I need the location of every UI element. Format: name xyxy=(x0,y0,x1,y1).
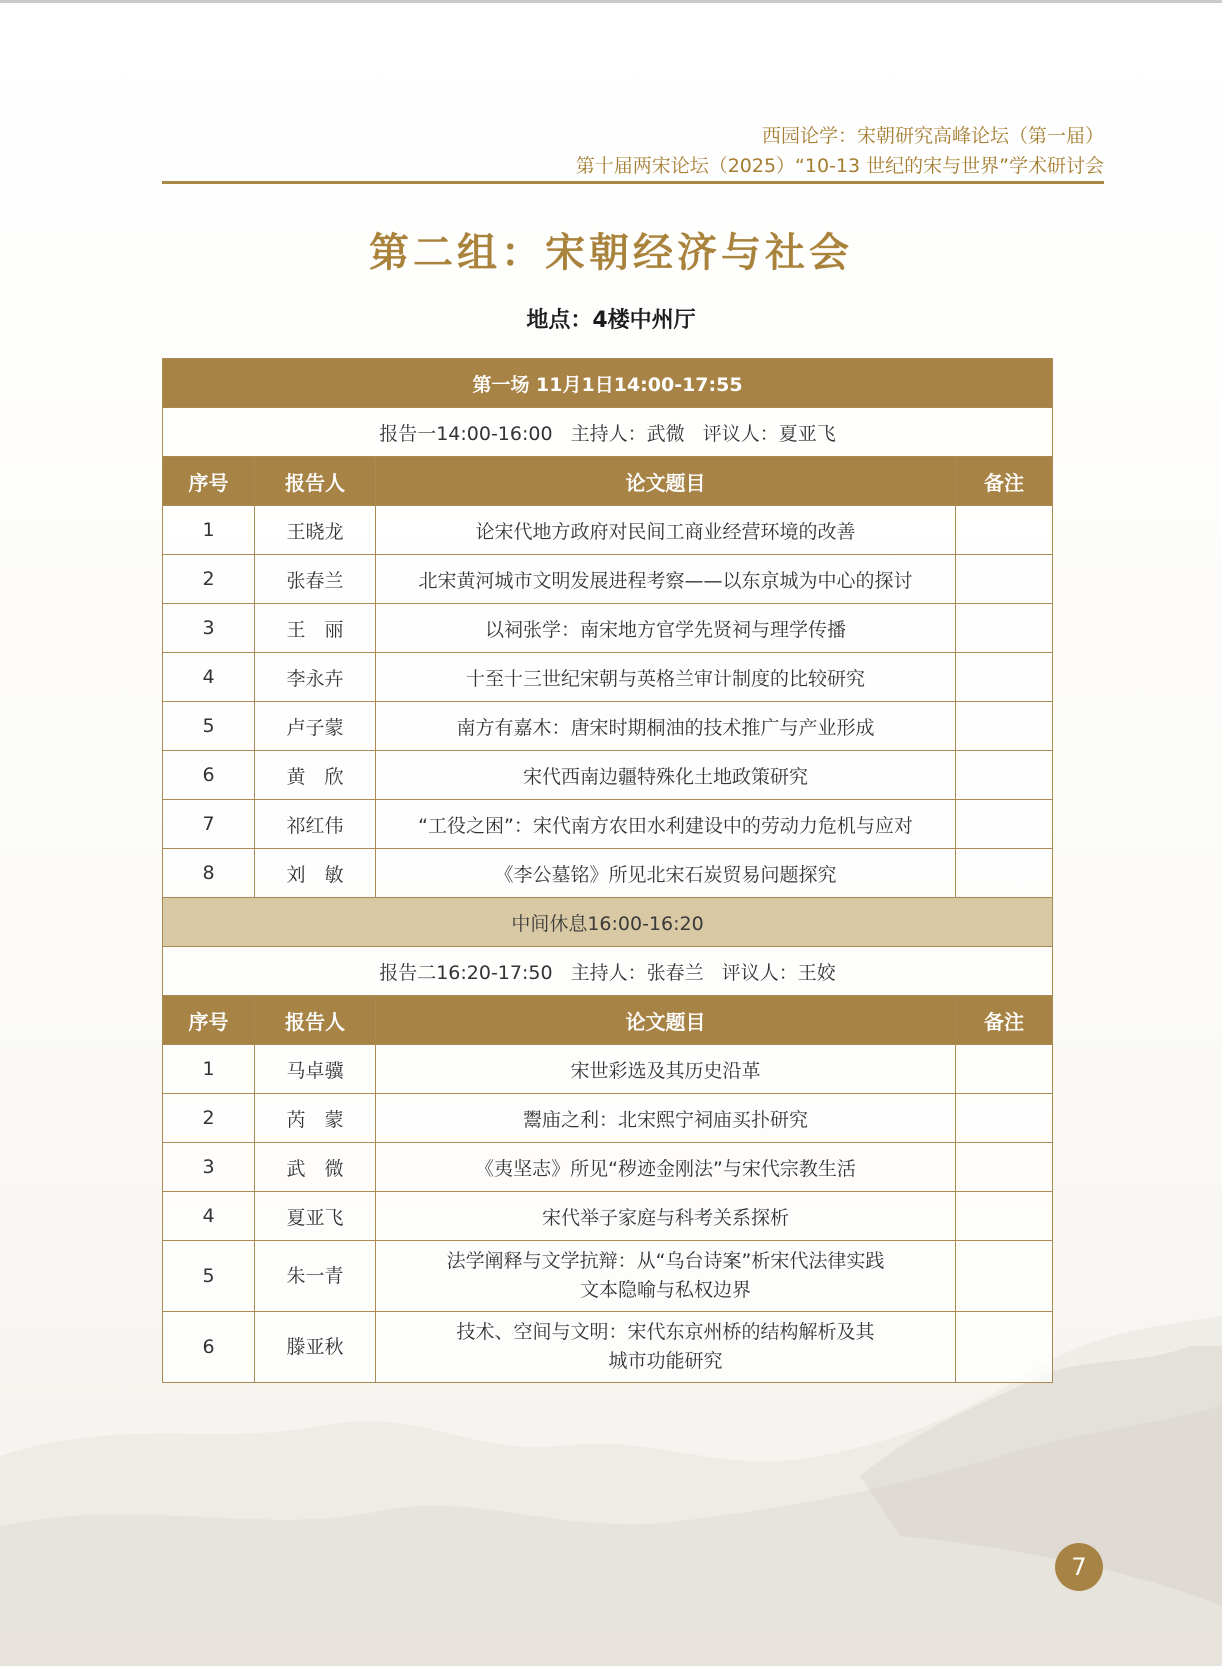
row-paper: 论宋代地方政府对民间工商业经营环境的改善 xyxy=(376,506,956,555)
session-header-row xyxy=(163,359,1053,408)
page-number-badge: 7 xyxy=(1055,1543,1103,1591)
row-note xyxy=(956,653,1053,702)
col-paper: 论文题目 xyxy=(376,996,956,1045)
row-paper: 宋世彩选及其历史沿革 xyxy=(376,1045,956,1094)
row-note xyxy=(956,849,1053,898)
row-paper-line1: 技术、空间与文明：宋代东京州桥的结构解析及其 xyxy=(456,1321,875,1343)
row-reporter: 武 微 xyxy=(255,1143,376,1192)
row-no: 3 xyxy=(163,1143,255,1192)
venue-label: 地点：4楼中州厅 xyxy=(526,308,696,333)
table-row xyxy=(163,800,1053,849)
report2-info-row xyxy=(163,947,1053,996)
table-row xyxy=(163,1143,1053,1192)
row-reporter: 滕亚秋 xyxy=(255,1312,376,1383)
col-note: 备注 xyxy=(956,457,1053,506)
row-no: 1 xyxy=(163,1045,255,1094)
row-reporter: 张春兰 xyxy=(255,555,376,604)
row-paper: 南方有嘉木：唐宋时期桐油的技术推广与产业形成 xyxy=(376,702,956,751)
header-divider xyxy=(162,181,1104,184)
table-row xyxy=(163,1241,1053,1312)
row-reporter: 马卓骥 xyxy=(255,1045,376,1094)
row-paper: 以祠张学：南宋地方官学先贤祠与理学传播 xyxy=(376,604,956,653)
col-no: 序号 xyxy=(163,457,255,506)
row-no: 3 xyxy=(163,604,255,653)
col-paper: 论文题目 xyxy=(376,457,956,506)
row-reporter: 夏亚飞 xyxy=(255,1192,376,1241)
table-row xyxy=(163,849,1053,898)
row-note xyxy=(956,604,1053,653)
row-note xyxy=(956,506,1053,555)
report1-info-row xyxy=(163,408,1053,457)
row-paper: 北宋黄河城市文明发展进程考察——以东京城为中心的探讨 xyxy=(376,555,956,604)
row-paper: 宋代举子家庭与科考关系探析 xyxy=(376,1192,956,1241)
row-reporter: 祁红伟 xyxy=(255,800,376,849)
session-label: 第一场 11月1日14:00-17:55 xyxy=(163,359,1053,408)
row-paper xyxy=(376,1241,956,1312)
schedule-table xyxy=(162,358,1053,1383)
row-reporter: 王 丽 xyxy=(255,604,376,653)
row-no: 1 xyxy=(163,506,255,555)
row-paper: 宋代西南边疆特殊化土地政策研究 xyxy=(376,751,956,800)
col-reporter: 报告人 xyxy=(255,996,376,1045)
row-no: 5 xyxy=(163,702,255,751)
row-paper-line2: 文本隐喻与私权边界 xyxy=(579,1279,751,1301)
report2-info: 报告二16:20-17:50 主持人：张春兰 评议人：王姣 xyxy=(163,947,1053,996)
table-row xyxy=(163,506,1053,555)
table-row xyxy=(163,653,1053,702)
row-paper: 鬻庙之利：北宋熙宁祠庙买扑研究 xyxy=(376,1094,956,1143)
row-paper: 十至十三世纪宋朝与英格兰审计制度的比较研究 xyxy=(376,653,956,702)
row-reporter: 黄 欣 xyxy=(255,751,376,800)
table-row xyxy=(163,604,1053,653)
conference-title-line2: 第十届两宋论坛（2025）“10-13 世纪的宋与世界”学术研讨会 xyxy=(575,155,1104,177)
column-header-row xyxy=(163,996,1053,1045)
row-paper-line2: 城市功能研究 xyxy=(608,1350,723,1372)
col-reporter: 报告人 xyxy=(255,457,376,506)
row-note xyxy=(956,1241,1053,1312)
row-paper-line1: 法学阐释与文学抗辩：从“乌台诗案”析宋代法律实践 xyxy=(446,1250,885,1272)
table-row xyxy=(163,1312,1053,1383)
row-no: 6 xyxy=(163,751,255,800)
row-no: 2 xyxy=(163,1094,255,1143)
row-reporter: 卢子蒙 xyxy=(255,702,376,751)
row-paper xyxy=(376,1312,956,1383)
report1-info: 报告一14:00-16:00 主持人：武微 评议人：夏亚飞 xyxy=(163,408,1053,457)
row-note xyxy=(956,1192,1053,1241)
table-row xyxy=(163,702,1053,751)
conference-title-line1: 西园论学：宋朝研究高峰论坛（第一届） xyxy=(761,125,1104,147)
row-note xyxy=(956,1143,1053,1192)
break-label: 中间休息16:00-16:20 xyxy=(163,898,1053,947)
row-reporter: 芮 蒙 xyxy=(255,1094,376,1143)
col-no: 序号 xyxy=(163,996,255,1045)
row-no: 7 xyxy=(163,800,255,849)
table-row xyxy=(163,1192,1053,1241)
table-row xyxy=(163,1094,1053,1143)
row-paper: 《李公墓铭》所见北宋石炭贸易问题探究 xyxy=(376,849,956,898)
row-note xyxy=(956,1094,1053,1143)
row-no: 2 xyxy=(163,555,255,604)
group-title: 第二组：宋朝经济与社会 xyxy=(369,230,853,276)
row-paper: “工役之困”：宋代南方农田水利建设中的劳动力危机与应对 xyxy=(376,800,956,849)
row-note xyxy=(956,555,1053,604)
row-no: 4 xyxy=(163,1192,255,1241)
column-header-row xyxy=(163,457,1053,506)
conference-header xyxy=(576,121,1104,181)
row-no: 6 xyxy=(163,1312,255,1383)
row-reporter: 李永卉 xyxy=(255,653,376,702)
row-no: 4 xyxy=(163,653,255,702)
row-no: 5 xyxy=(163,1241,255,1312)
row-reporter: 刘 敏 xyxy=(255,849,376,898)
row-reporter: 朱一青 xyxy=(255,1241,376,1312)
break-row xyxy=(163,898,1053,947)
table-row xyxy=(163,555,1053,604)
row-note xyxy=(956,702,1053,751)
row-reporter: 王晓龙 xyxy=(255,506,376,555)
row-note xyxy=(956,800,1053,849)
row-paper: 《夷坚志》所见“秽迹金刚法”与宋代宗教生活 xyxy=(376,1143,956,1192)
row-note xyxy=(956,1312,1053,1383)
col-note: 备注 xyxy=(956,996,1053,1045)
table-row xyxy=(163,751,1053,800)
row-note xyxy=(956,751,1053,800)
table-row xyxy=(163,1045,1053,1094)
row-no: 8 xyxy=(163,849,255,898)
row-note xyxy=(956,1045,1053,1094)
